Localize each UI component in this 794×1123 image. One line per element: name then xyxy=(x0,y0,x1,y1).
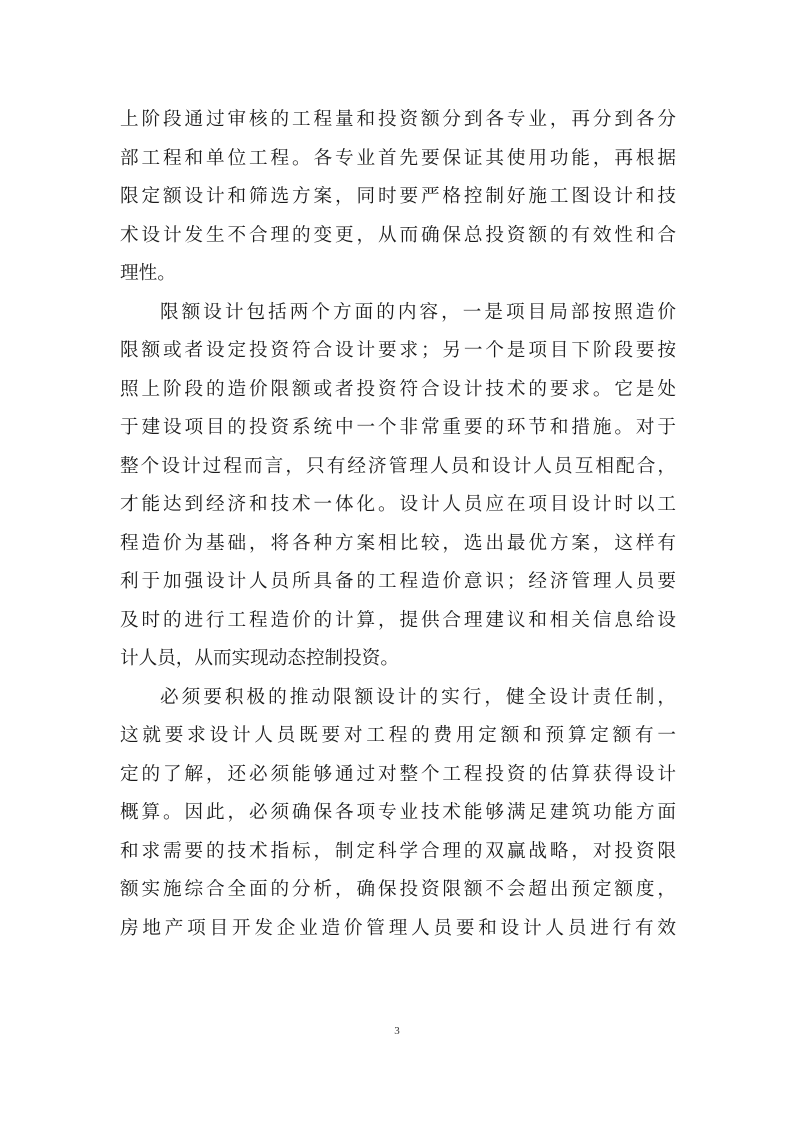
text-line: 上阶段通过审核的工程量和投资额分到各专业，再分到各分 xyxy=(120,109,676,130)
text-line: 术设计发生不合理的变更，从而确保总投资额的有效性和合 xyxy=(120,224,676,246)
text-line: 理性。 xyxy=(120,263,176,284)
text-line: 额实施综合全面的分析，确保投资限额不会超出预定额度， xyxy=(120,879,676,900)
text-line: 于建设项目的投资系统中一个非常重要的环节和措施。对于 xyxy=(120,417,676,438)
text-line: 限定额设计和筛选方案，同时要严格控制好施工图设计和技 xyxy=(120,186,676,207)
text-line: 照上阶段的造价限额或者投资符合设计技术的要求。它是处 xyxy=(120,378,676,400)
text-line: 定的了解，还必须能够通过对整个工程投资的估算获得设计 xyxy=(120,763,676,785)
text-line: 部工程和单位工程。各专业首先要保证其使用功能，再根据 xyxy=(120,147,676,169)
text-line: 整个设计过程而言，只有经济管理人员和设计人员互相配合， xyxy=(120,455,676,477)
text-line: 和求需要的技术指标，制定科学合理的双赢战略，对投资限 xyxy=(120,840,676,862)
body-text xyxy=(120,101,676,948)
text-line: 及时的进行工程造价的计算，提供合理建议和相关信息给设 xyxy=(120,609,676,631)
text-line: 程造价为基础，将各种方案相比较，选出最优方案，这样有 xyxy=(120,532,676,554)
text-line: 这就要求设计人员既要对工程的费用定额和预算定额有一 xyxy=(120,725,676,746)
text-line: 概算。因此，必须确保各项专业技术能够满足建筑功能方面 xyxy=(120,802,676,823)
text-line: 必须要积极的推动限额设计的实行，健全设计责任制， xyxy=(160,686,676,708)
text-line: 计人员，从而实现动态控制投资。 xyxy=(120,648,399,669)
text-line: 限额设计包括两个方面的内容，一是项目局部按照造价 xyxy=(160,301,676,323)
text-line: 房地产项目开发企业造价管理人员要和设计人员进行有效 xyxy=(120,917,676,939)
page-number: 3 xyxy=(394,1025,400,1037)
text-line: 利于加强设计人员所具备的工程造价意识；经济管理人员要 xyxy=(120,571,676,592)
text-line: 限额或者设定投资符合设计要求；另一个是项目下阶段要按 xyxy=(120,340,676,361)
text-line: 才能达到经济和技术一体化。设计人员应在项目设计时以工 xyxy=(120,494,676,515)
